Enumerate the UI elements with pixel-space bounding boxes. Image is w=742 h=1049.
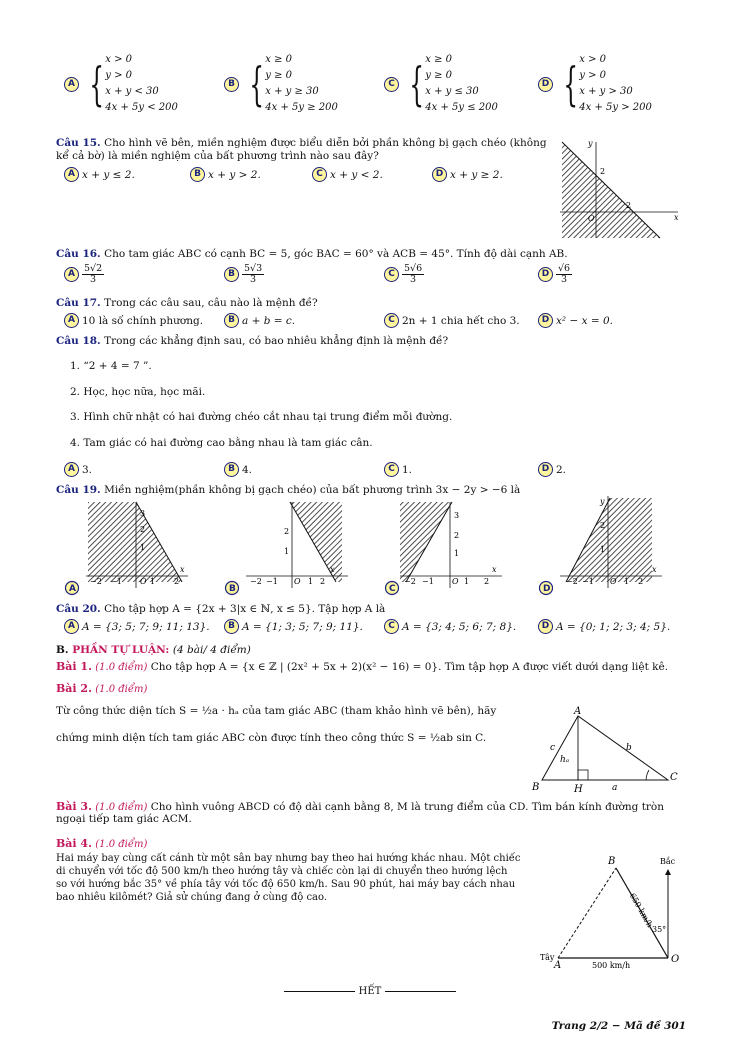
svg-text:2: 2 [638,577,644,586]
q17-option-a[interactable] [64,313,203,328]
sys-line: x ≥ 0 [265,54,293,65]
sys-line: 4x + 5y ≤ 200 [425,102,498,113]
bai3-text-2: ngoại tiếp tam giác ACM. [56,813,192,825]
point-b: B [608,856,616,867]
option-b-marker: B [224,462,239,477]
north-label: Bắc [660,857,676,866]
q14-option-b[interactable] [224,52,338,116]
bai-label: Bài 3. [56,800,92,813]
end-text: HẾT [358,986,382,997]
point-o: O [671,954,680,965]
svg-text:1: 1 [624,577,630,586]
option-text: 4. [242,463,253,476]
svg-text:1: 1 [284,547,290,556]
svg-text:A: A [69,584,76,594]
svg-text:2: 2 [600,521,606,530]
q15-option-a[interactable] [64,167,135,182]
option-c-marker: C [384,462,399,477]
q16-text: Cho tam giác ABC có cạnh BC = 5, góc BAC = 60° và ACB = 45°. Tính độ dài cạnh AB. [104,248,568,260]
q18-option-d[interactable] [538,462,566,477]
svg-text:3: 3 [454,511,460,520]
vertex-a: A [574,706,582,717]
q16-option-c[interactable] [384,264,424,285]
q18-option-a[interactable] [64,462,92,477]
q18-stem [56,335,616,348]
q20-text: Cho tập hợp A = {2x + 3|x ∈ ℕ, x ≤ 5}. Tập hợp A là [104,603,386,615]
q17-stem [56,297,616,310]
svg-text:O: O [610,577,617,586]
q19-graph-b[interactable] [224,498,354,596]
option-text: x + y < 2. [330,168,383,181]
svg-text:1: 1 [464,577,470,586]
sys-line: y ≥ 0 [425,70,453,81]
sys-line: x + y ≥ 30 [265,86,319,97]
option-d-marker: D [538,619,553,634]
option-b-marker: B [224,619,239,634]
bai-points: (1.0 điểm) [95,662,148,673]
svg-text:−1: −1 [422,577,434,586]
bai-label: Bài 4. [56,837,92,850]
q17-option-b[interactable] [224,313,295,328]
q18-option-b[interactable] [224,462,252,477]
frac-num: 5√3 [244,263,263,274]
q18-item-2: 2. Học, học nữa, học mãi. [70,386,206,398]
q15-stem [56,137,556,150]
option-text: 2n + 1 chia hết cho 3. [402,314,520,327]
brace-icon: { [249,57,264,111]
frac-num: 5√6 [404,263,423,274]
q16-option-a[interactable] [64,264,104,285]
option-text: A = {0; 1; 2; 3; 4; 5}. [556,620,671,633]
q20-stem [56,603,616,616]
sys-line: y ≥ 0 [265,70,293,81]
height-ha: hₐ [560,755,570,765]
svg-text:−2: −2 [250,577,262,586]
option-c-marker: C [312,167,327,182]
speed-nw: 650 km/h [627,891,655,930]
bai2-heading [56,682,147,696]
svg-text:y: y [600,497,605,506]
frac-den: 3 [250,274,257,285]
option-text: 1. [402,463,413,476]
q18-item-3: 3. Hình chữ nhật có hai đường chéo cắt nhau tại trung điểm mỗi đường. [70,411,453,423]
option-text: x + y > 2. [208,168,261,181]
svg-text:1: 1 [140,543,146,552]
svg-text:1: 1 [308,577,314,586]
option-d-marker: D [432,167,447,182]
option-a-marker: A [64,462,79,477]
end-marker [284,986,456,997]
side-c: c [550,743,556,753]
option-b-marker: B [224,77,239,92]
tick-2x: 2 [626,201,632,210]
tick-2y: 2 [600,167,606,176]
q16-option-d[interactable] [538,264,572,285]
option-b-marker: B [224,313,239,328]
svg-text:x: x [652,565,657,574]
q18-text: Trong các khẳng định sau, có bao nhiêu khẳng định là mệnh đề? [104,335,449,347]
sys-line: x > 0 [579,54,607,65]
svg-text:C: C [389,584,396,594]
q20-option-a[interactable] [64,619,210,634]
bai2-text-2: chứng minh diện tích tam giác ABC còn được tính theo công thức S = ½ab sin C. [56,732,487,744]
option-a-marker: A [64,77,79,92]
q15-stem-2: kể cả bờ) là miền nghiệm của bất phương trình nào sau đây? [56,150,379,162]
option-a-marker: A [64,313,79,328]
question-number: Câu 19. [56,484,101,496]
sys-line: y > 0 [105,70,133,81]
option-b-marker: B [190,167,205,182]
frac-den: 3 [561,274,568,285]
bai-label: Bài 1. [56,660,92,673]
q19-text: Miền nghiệm(phần không bị gạch chéo) của bất phương trình 3x − 2y > −6 là [104,484,521,496]
bai-points: (1.0 điểm) [95,802,148,813]
question-number: Câu 15. [56,137,101,149]
page-footer: Trang 2/2 − Mã đề 301 [551,1020,686,1032]
option-text: A = {3; 5; 7; 9; 11; 13}. [82,620,210,633]
svg-text:1: 1 [454,549,460,558]
part-note: (4 bài/ 4 điểm) [172,644,251,656]
option-text: x + y ≤ 2. [82,168,135,181]
bai4-line: so với hướng bắc 35° về phía tây với tốc độ 650 km/h. Sau 90 phút, hai máy bay cách nhau [56,879,516,890]
svg-text:2: 2 [454,531,460,540]
option-text: x + y ≥ 2. [450,168,503,181]
option-c-marker: C [384,619,399,634]
option-a-marker: A [64,267,79,282]
x-label: x [674,213,679,222]
svg-text:−1: −1 [110,577,122,586]
option-d-marker: D [538,462,553,477]
q18-item-1: 1. “2 + 4 = 7 ”. [70,360,152,372]
q20-option-c[interactable] [384,619,516,634]
svg-text:−2: −2 [404,577,416,586]
foot-h: H [574,784,583,795]
svg-text:O: O [140,577,147,586]
option-a-marker: A [64,619,79,634]
q15-option-d[interactable] [432,167,503,182]
q17-option-d[interactable] [538,313,613,328]
frac-num: √6 [558,263,571,274]
option-c-marker: C [384,267,399,282]
q18-item-4: 4. Tam giác có hai đường cao bằng nhau là tam giác cân. [70,437,373,449]
option-c-marker: C [384,77,399,92]
bai4-line: Hai máy bay cùng cất cánh từ một sân bay nhưng bay theo hai hướng khác nhau. Một chiếc [56,853,521,864]
svg-text:x: x [492,565,497,574]
q14-option-c[interactable] [384,52,498,116]
option-text: A = {1; 3; 5; 7; 9; 11}. [242,620,363,633]
bai-points: (1.0 điểm) [95,839,148,850]
angle-label: 35° [652,925,667,934]
bai2-text-1: Từ công thức diện tích S = ½a · hₐ của tam giác ABC (tham khảo hình vẽ bên), hãy [56,705,497,717]
sys-line: x + y < 30 [105,86,159,97]
q19-graph-a[interactable] [64,498,194,596]
option-text: 2. [556,463,567,476]
sys-line: 4x + 5y < 200 [105,102,178,113]
bai2-triangle-figure [528,704,688,796]
q19-graph-c[interactable] [384,498,514,596]
sys-line: x + y ≤ 30 [425,86,479,97]
option-d-marker: D [538,77,553,92]
svg-text:1: 1 [600,545,606,554]
option-a-marker: A [64,167,79,182]
option-text: 3. [82,463,93,476]
q19-stem [56,484,616,497]
sys-line: x ≥ 0 [425,54,453,65]
y-label: y [588,139,593,148]
bai4-heading [56,837,147,851]
side-b: b [626,743,632,753]
question-number: Câu 18. [56,335,101,347]
speed-west: 500 km/h [592,961,631,970]
option-text: A = {3; 4; 5; 6; 7; 8}. [402,620,517,633]
svg-text:x: x [180,565,185,574]
side-a: a [612,783,618,793]
svg-text:O: O [452,577,459,586]
q17-text: Trong các câu sau, câu nào là mệnh đề? [104,297,318,309]
q14-option-a[interactable] [64,52,178,116]
sys-line: 4x + 5y ≥ 200 [265,102,338,113]
option-text: x² − x = 0. [556,314,614,327]
svg-text:2: 2 [140,525,146,534]
bai3 [56,800,696,814]
vertex-c: C [670,772,678,783]
sys-line: 4x + 5y > 200 [579,102,652,113]
q20-option-d[interactable] [538,619,670,634]
q16-option-b[interactable] [224,264,264,285]
svg-text:−2: −2 [90,577,102,586]
brace-icon: { [409,57,424,111]
svg-text:−2: −2 [566,577,578,586]
svg-text:B: B [229,584,236,594]
q15-option-b[interactable] [190,167,261,182]
option-b-marker: B [224,267,239,282]
svg-text:−1: −1 [266,577,278,586]
q15-option-c[interactable] [312,167,383,182]
svg-text:3: 3 [140,509,146,518]
q16-stem [56,248,616,261]
bai-label: Bài 2. [56,682,92,695]
bai1 [56,660,696,674]
frac-den: 3 [410,274,417,285]
brace-icon: { [563,57,578,111]
brace-icon: { [89,57,104,111]
question-number: Câu 16. [56,248,101,260]
q15-text: Cho hình vẽ bên, miền nghiệm được biểu diễn bởi phần không bị gạch chéo (không [104,137,547,149]
vertex-b: B [532,782,540,793]
part-prefix: B. [56,644,69,656]
svg-text:D: D [543,584,551,594]
q18-option-c[interactable] [384,462,412,477]
q19-graph-d[interactable] [538,492,668,596]
part-title: PHẦN TỰ LUẬN: [72,644,170,656]
sys-line: y > 0 [579,70,607,81]
svg-text:x: x [330,565,335,574]
west-label: Tây [540,953,555,962]
bai1-text: Cho tập hợp A = {x ∈ ℤ | (2x² + 5x + 2)(x² − 16) = 0}. Tìm tập hợp A được viết dưới dạng liệt kê. [150,661,669,673]
part-b-heading [56,644,251,657]
frac-den: 3 [90,274,97,285]
q14-option-d[interactable] [538,52,652,116]
point-a: A [554,960,562,971]
bai4-line: bao nhiêu kilômét? Giả sử chúng đang ở cùng độ cao. [56,892,328,903]
option-c-marker: C [384,313,399,328]
q15-graph [560,138,685,240]
bai4-figure [534,854,694,974]
option-d-marker: D [538,313,553,328]
question-number: Câu 20. [56,603,101,615]
q20-option-b[interactable] [224,619,363,634]
frac-num: 5√2 [84,263,103,274]
bai4-line: di chuyển với tốc độ 500 km/h theo hướng tây và chiếc còn lại di chuyển theo hướng lệch [56,866,508,877]
bai3-text: Cho hình vuông ABCD có độ dài cạnh bằng 8, M là trung điểm của CD. Tìm bán kính đường tròn [150,801,665,813]
sys-line: x + y > 30 [579,86,633,97]
bai-points: (1.0 điểm) [95,684,148,695]
svg-text:1: 1 [150,577,156,586]
question-number: Câu 17. [56,297,101,309]
option-text: a + b = c. [242,314,296,327]
q17-option-c[interactable] [384,313,520,328]
option-d-marker: D [538,267,553,282]
svg-text:2: 2 [484,577,490,586]
sys-line: x > 0 [105,54,133,65]
svg-text:2: 2 [174,577,180,586]
svg-text:−1: −1 [582,577,594,586]
svg-text:2: 2 [320,577,326,586]
option-text: 10 là số chính phương. [82,314,204,327]
origin-label: O [588,214,595,223]
bai4-body [56,852,526,904]
svg-text:2: 2 [284,527,290,536]
svg-text:O: O [294,577,301,586]
